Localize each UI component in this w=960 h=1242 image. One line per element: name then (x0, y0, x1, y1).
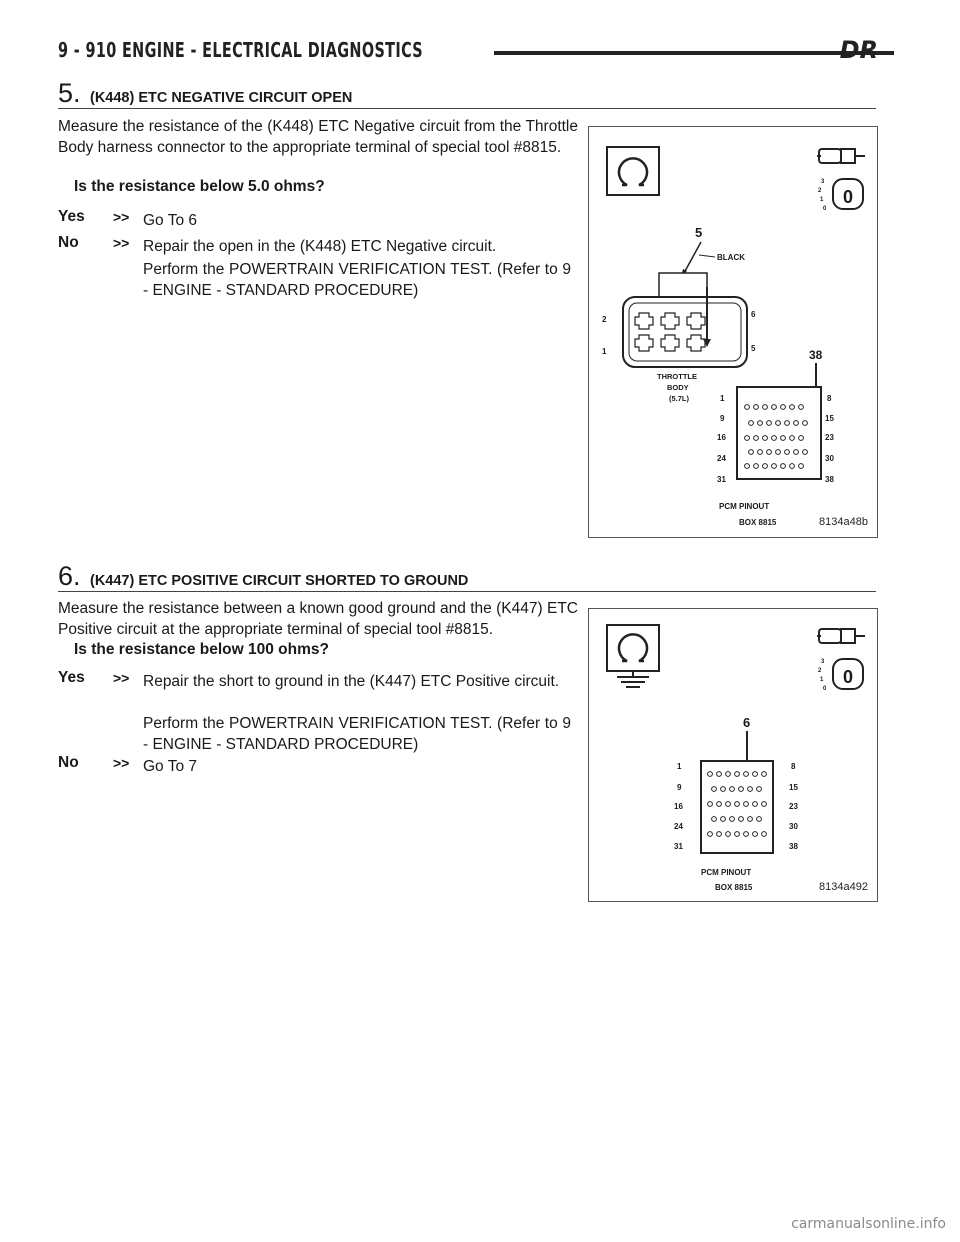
pcm-callout: 38 (809, 348, 823, 362)
svg-text:38: 38 (825, 475, 834, 484)
svg-text:16: 16 (674, 802, 683, 811)
ohm-meter-icon (607, 147, 659, 195)
yes-text: Go To 6 (143, 212, 198, 229)
header-rule (494, 51, 894, 55)
step-title: (K447) ETC POSITIVE CIRCUIT SHORTED TO GROUND (90, 573, 469, 589)
pcm-pinout-box (717, 387, 834, 484)
step-5-question: Is the resistance below 5.0 ohms? (74, 178, 325, 195)
svg-text:6: 6 (751, 310, 756, 319)
yes-label: Yes (58, 669, 85, 686)
step-5-heading (58, 80, 876, 109)
svg-text:3: 3 (821, 659, 825, 665)
figure-6-drawing (589, 609, 877, 901)
no-arrow: >> (113, 755, 130, 771)
no-label: No (58, 234, 79, 251)
step-number: 6. (58, 561, 81, 591)
header-model-code: DR (839, 36, 878, 64)
ground-symbol-icon (617, 671, 649, 687)
no-arrow: >> (113, 235, 130, 251)
svg-text:15: 15 (825, 414, 834, 423)
figure-id: 8134a492 (819, 881, 868, 893)
step-6-question: Is the resistance below 100 ohms? (74, 641, 329, 658)
svg-text:1: 1 (820, 197, 824, 203)
svg-text:2: 2 (602, 315, 607, 324)
yes-text-procedure: Perform the POWERTRAIN VERIFICATION TEST. (Refer to 9 - ENGINE - STANDARD PROCEDURE) (143, 715, 571, 753)
svg-text:0: 0 (843, 187, 854, 207)
figure-throttle-body-pcm (588, 126, 878, 538)
figure-ground-pcm (588, 608, 878, 902)
svg-text:24: 24 (717, 454, 726, 463)
pcm-pinout-label: PCM PINOUT (701, 868, 752, 877)
test-lead-icon (817, 149, 865, 163)
box-label: BOX 8815 (739, 518, 777, 527)
ohm-meter-icon (607, 625, 659, 671)
pin-callout: 5 (695, 225, 703, 240)
svg-text:0: 0 (843, 667, 854, 687)
svg-text:2: 2 (818, 188, 822, 194)
figure-id: 8134a48b (819, 516, 868, 528)
connector-label-line3: (5.7L) (669, 394, 690, 403)
svg-text:30: 30 (825, 454, 834, 463)
svg-text:3: 3 (821, 179, 825, 185)
svg-text:23: 23 (789, 802, 798, 811)
svg-text:2: 2 (818, 668, 822, 674)
svg-text:1: 1 (677, 762, 682, 771)
svg-text:8: 8 (791, 762, 796, 771)
svg-text:9: 9 (720, 414, 725, 423)
yes-label: Yes (58, 208, 85, 225)
no-text: Go To 7 (143, 758, 198, 775)
wire-color-label: BLACK (717, 253, 745, 262)
svg-text:0: 0 (823, 206, 827, 212)
connector-label-line1: THROTTLE (657, 372, 697, 381)
step-number: 5. (58, 78, 81, 108)
watermark: carmanualsonline.info (791, 1216, 946, 1232)
svg-text:23: 23 (825, 433, 834, 442)
yes-arrow: >> (113, 670, 130, 686)
yes-text: Repair the short to ground in the (K447) ETC Positive circuit. (143, 673, 560, 690)
yes-arrow: >> (113, 209, 130, 225)
figure-5-drawing (589, 127, 877, 537)
svg-text:16: 16 (717, 433, 726, 442)
svg-text:24: 24 (674, 822, 683, 831)
svg-text:38: 38 (789, 842, 798, 851)
box-label: BOX 8815 (715, 883, 753, 892)
svg-text:1: 1 (720, 394, 725, 403)
no-text-procedure: Perform the POWERTRAIN VERIFICATION TEST. (Refer to 9 - ENGINE - STANDARD PROCEDURE) (143, 261, 571, 299)
pcm-callout: 6 (743, 715, 751, 730)
svg-text:1: 1 (820, 677, 824, 683)
svg-text:5: 5 (751, 344, 756, 353)
no-text: Repair the open in the (K448) ETC Negative circuit. (143, 238, 497, 255)
meter-dial-icon (818, 179, 863, 212)
svg-text:30: 30 (789, 822, 798, 831)
no-label: No (58, 754, 79, 771)
pcm-pinout-label: PCM PINOUT (719, 502, 770, 511)
test-lead-icon (817, 629, 865, 643)
svg-text:15: 15 (789, 783, 798, 792)
step-6-description: Measure the resistance between a known good ground and the (K447) ETC Positive circuit at the appropriate terminal of special tool #8815. (58, 600, 578, 638)
pcm-pinout-box (674, 761, 798, 853)
connector-label-line2: BODY (667, 383, 689, 392)
throttle-body-connector (602, 273, 756, 367)
step-title: (K448) ETC NEGATIVE CIRCUIT OPEN (90, 90, 353, 106)
svg-text:31: 31 (674, 842, 683, 851)
svg-text:31: 31 (717, 475, 726, 484)
step-5-description: Measure the resistance of the (K448) ETC Negative circuit from the Throttle Body harness connector to the appropriate terminal of special tool #8815. (58, 118, 578, 156)
meter-dial-icon (818, 659, 863, 692)
svg-text:0: 0 (823, 686, 827, 692)
step-6-heading (58, 563, 876, 592)
page-header-title: 9 - 910 ENGINE - ELECTRICAL DIAGNOSTICS (58, 38, 424, 62)
page-header (58, 38, 878, 68)
svg-text:8: 8 (827, 394, 832, 403)
svg-text:9: 9 (677, 783, 682, 792)
svg-text:1: 1 (602, 347, 607, 356)
